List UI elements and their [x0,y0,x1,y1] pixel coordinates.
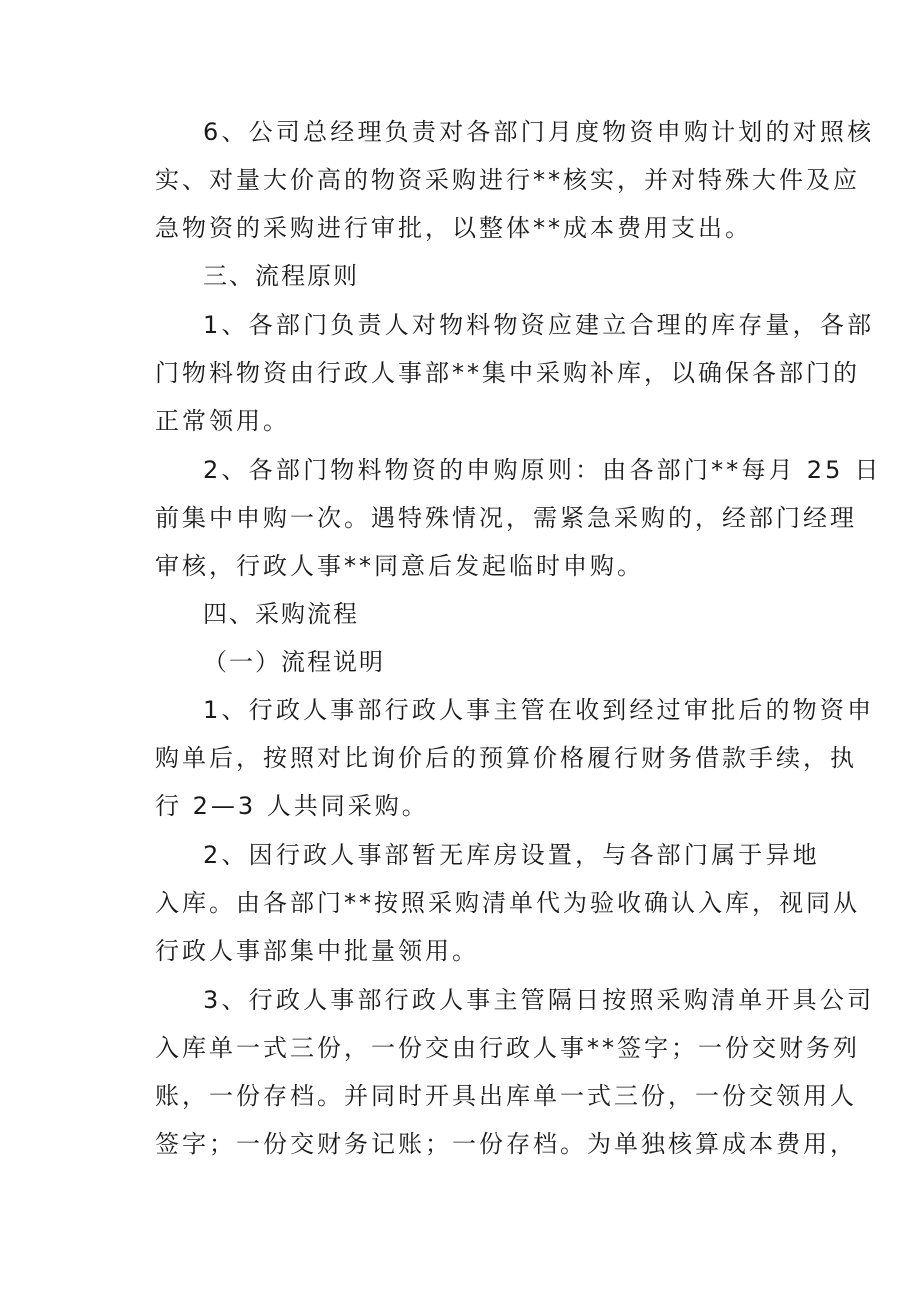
paragraph-line: 6、公司总经理负责对各部门月度物资申购计划的对照核 [203,118,875,146]
section-heading: 三、流程原则 [203,262,359,290]
paragraph-line: 购单后，按照对比询价后的预算价格履行财务借款手续，执 [155,744,857,772]
paragraph-line: 实、对量大价高的物资采购进行**核实，并对特殊大件及应 [155,166,860,194]
paragraph-line: 2、各部门物料物资的申购原则：由各部门**每月 25 日 [203,456,882,484]
paragraph-line: 前集中申购一次。遇特殊情况，需紧急采购的，经部门经理 [155,504,857,532]
paragraph-line: 1、各部门负责人对物料物资应建立合理的库存量，各部 [203,311,875,339]
paragraph-line: 账，一份存档。并同时开具出库单一式三份，一份交领用人 [155,1082,857,1110]
subsection-heading: （一）流程说明 [203,648,385,676]
paragraph-line: 签字；一份交财务记账；一份存档。为单独核算成本费用， [155,1130,857,1158]
section-heading: 四、采购流程 [203,600,359,628]
paragraph-line: 审核，行政人事**同意后发起临时申购。 [155,552,644,580]
paragraph-line: 入库。由各部门**按照采购清单代为验收确认入库，视同从 [155,889,860,917]
paragraph-line: 行政人事部集中批量领用。 [155,937,479,965]
paragraph-line: 行 2—3 人共同采购。 [155,792,429,820]
paragraph-line: 2、因行政人事部暂无库房设置，与各部门属于异地 [203,841,820,869]
paragraph-line: 3、行政人事部行政人事主管隔日按照采购清单开具公司 [203,986,875,1014]
paragraph-line: 1、行政人事部行政人事主管在收到经过审批后的物资申 [203,696,875,724]
paragraph-line: 入库单一式三份，一份交由行政人事**签字；一份交财务列 [155,1034,860,1062]
paragraph-line: 急物资的采购进行审批，以整体**成本费用支出。 [155,214,752,242]
paragraph-line: 门物料物资由行政人事部**集中采购补库，以确保各部门的 [155,359,860,387]
paragraph-line: 正常领用。 [155,407,290,435]
